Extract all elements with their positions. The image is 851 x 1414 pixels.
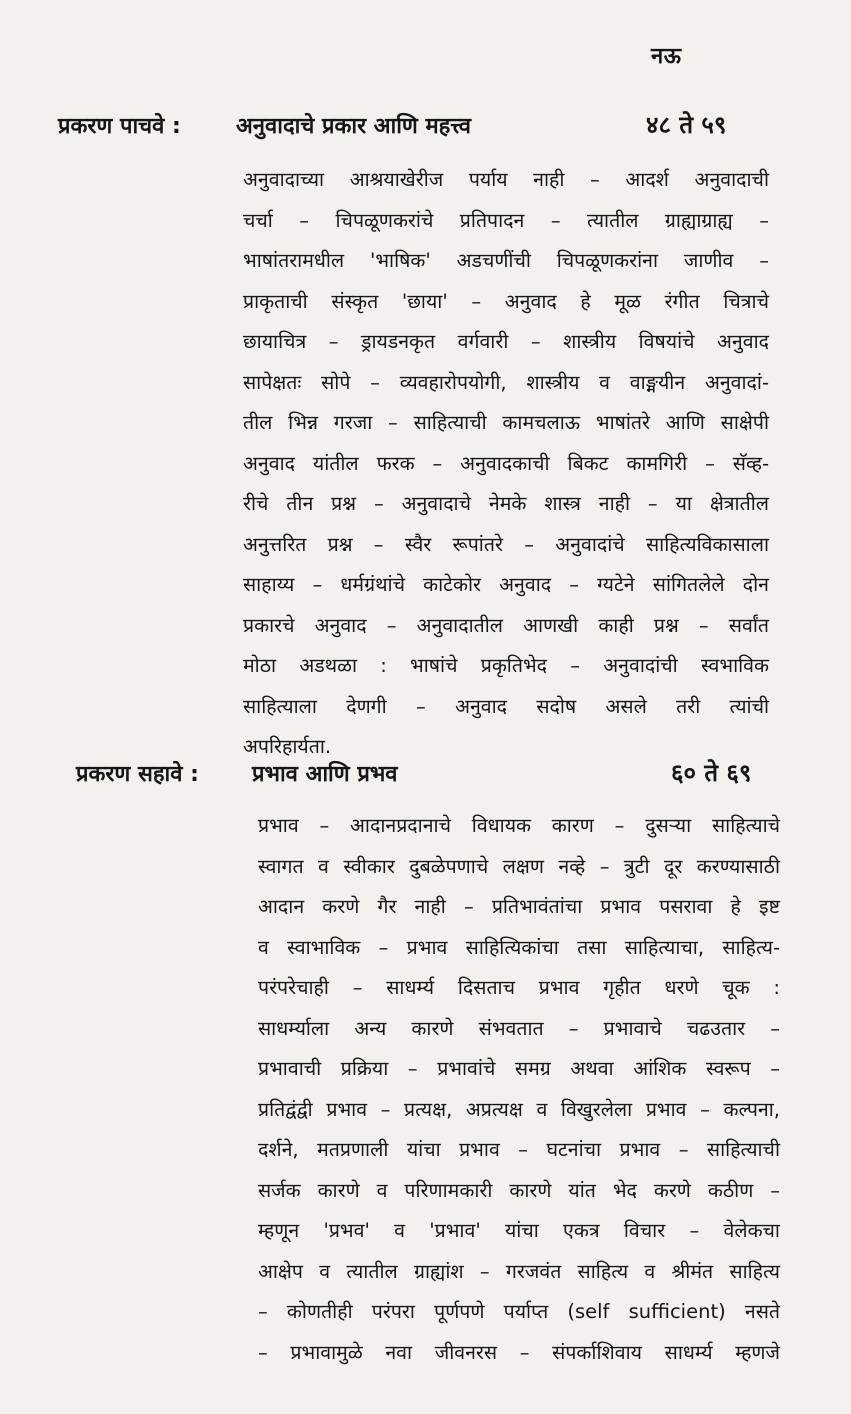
summary-line: स्वागत व स्वीकार दुबळेपणाचे लक्षण नव्हे – त्रुटी दूर करण्यासाठी: [258, 854, 780, 878]
chapter-5-page-range: ४८ ते ५९: [646, 111, 727, 139]
chapter-5-title: अनुवादाचे प्रकार आणि महत्त्व: [236, 114, 472, 139]
chapter-6-title: प्रभाव आणि प्रभव: [252, 762, 398, 787]
summary-line: प्रभाव – आदानप्रदानाचे विधायक कारण – दुसऱ्या साहित्याचे: [258, 814, 780, 837]
summary-line: अनुत्तरित प्रश्न – स्वैर रूपांतरे – अनुवादांचे साहित्यविकासाला: [243, 532, 769, 556]
summary-line: अनुवाद यांतील फरक – अनुवादकाची बिकट कामगिरी – सॅव्ह-: [243, 451, 769, 475]
summary-line: रीचे तीन प्रश्न – अनुवादाचे नेमके शास्त्र नाही – या क्षेत्रातील: [243, 492, 769, 515]
summary-line: – कोणतीही परंपरा पूर्णपणे पर्याप्त (self sufficient) नसते: [258, 1300, 780, 1323]
summary-line: सर्जक कारणे व परिणामकारी कारणे यांत भेद करणे कठीण –: [258, 1178, 780, 1202]
summary-line: – प्रभावामुळे नवा जीवनरस – संपर्काशिवाय साधर्म्य म्हणजे: [258, 1340, 780, 1364]
summary-line: साहाय्य – धर्मग्रंथांचे काटेकोर अनुवाद – ग्यटेने सांगितलेले दोन: [243, 573, 769, 596]
chapter-6-label: प्रकरण सहावे :: [76, 762, 199, 787]
summary-line: अनुवादाच्या आश्रयाखेरीज पर्याय नाही – आदर्श अनुवादाची: [243, 168, 769, 191]
summary-line: परंपरेचाही – साधर्म्य दिसताच प्रभाव गृहीत धरणे चूक :: [258, 976, 780, 999]
summary-line: मोठा अडथळा : भाषांचे प्रकृतिभेद – अनुवादांची स्वभाविक: [243, 654, 769, 677]
summary-line: प्राकृताची संस्कृत 'छाया' – अनुवाद हे मूळ रंगीत चित्राचे: [243, 289, 769, 313]
summary-line: सापेक्षतः सोपे – व्यवहारोपयोगी, शास्त्रीय व वाङ्मयीन अनुवादां-: [243, 370, 769, 394]
summary-line: व स्वाभाविक – प्रभाव साहित्यिकांचा तसा साहित्याचा, साहित्य-: [258, 935, 780, 959]
summary-line: प्रकारचे अनुवाद – अनुवादातील आणखी काही प्रश्न – सर्वांत: [243, 613, 769, 637]
summary-line: तील भिन्न गरजा – साहित्याची कामचलाऊ भाषांतरे आणि साक्षेपी: [243, 411, 769, 434]
chapter-5-label: प्रकरण पाचवे :: [58, 114, 181, 139]
summary-line: भाषांतरामधील 'भाषिक' अडचणींची चिपळूणकरांना जाणीव –: [243, 249, 769, 272]
summary-line: साहित्याला देणगी – अनुवाद सदोष असले तरी त्यांची: [243, 694, 769, 718]
summary-line: प्रतिद्वंद्वी प्रभाव – प्रत्यक्ष, अप्रत्यक्ष व विखुरलेला प्रभाव – कल्पना,: [258, 1097, 780, 1121]
summary-line: साधर्म्याला अन्य कारणे संभवतात – प्रभावाचे चढउतार –: [258, 1016, 780, 1040]
summary-line: म्हणून 'प्रभव' व 'प्रभाव' यांचा एकत्र विचार – वेलेकचा: [258, 1219, 780, 1242]
chapter-6-page-range: ६० ते ६९: [671, 759, 752, 787]
page-number: नऊ: [651, 44, 682, 69]
summary-line: अपरिहार्यता.: [243, 735, 332, 758]
summary-line: चर्चा – चिपळूणकरांचे प्रतिपादन – त्यातील ग्राह्याग्राह्य –: [243, 208, 769, 232]
summary-line: आक्षेप व त्यातील ग्राह्यांश – गरजवंत साहित्य व श्रीमंत साहित्य: [258, 1259, 780, 1283]
summary-line: प्रभावाची प्रक्रिया – प्रभावांचे समग्र अथवा आंशिक स्वरूप –: [258, 1057, 780, 1080]
summary-line: दर्शने, मतप्रणाली यांचा प्रभाव – घटनांचा प्रभाव – साहित्याची: [258, 1138, 780, 1161]
summary-line: आदान करणे गैर नाही – प्रतिभावंतांचा प्रभाव पसरावा हे इष्ट: [258, 895, 780, 918]
summary-line: छायाचित्र – ड्रायडनकृत वर्गवारी – शास्त्रीय विषयांचे अनुवाद: [243, 330, 769, 353]
